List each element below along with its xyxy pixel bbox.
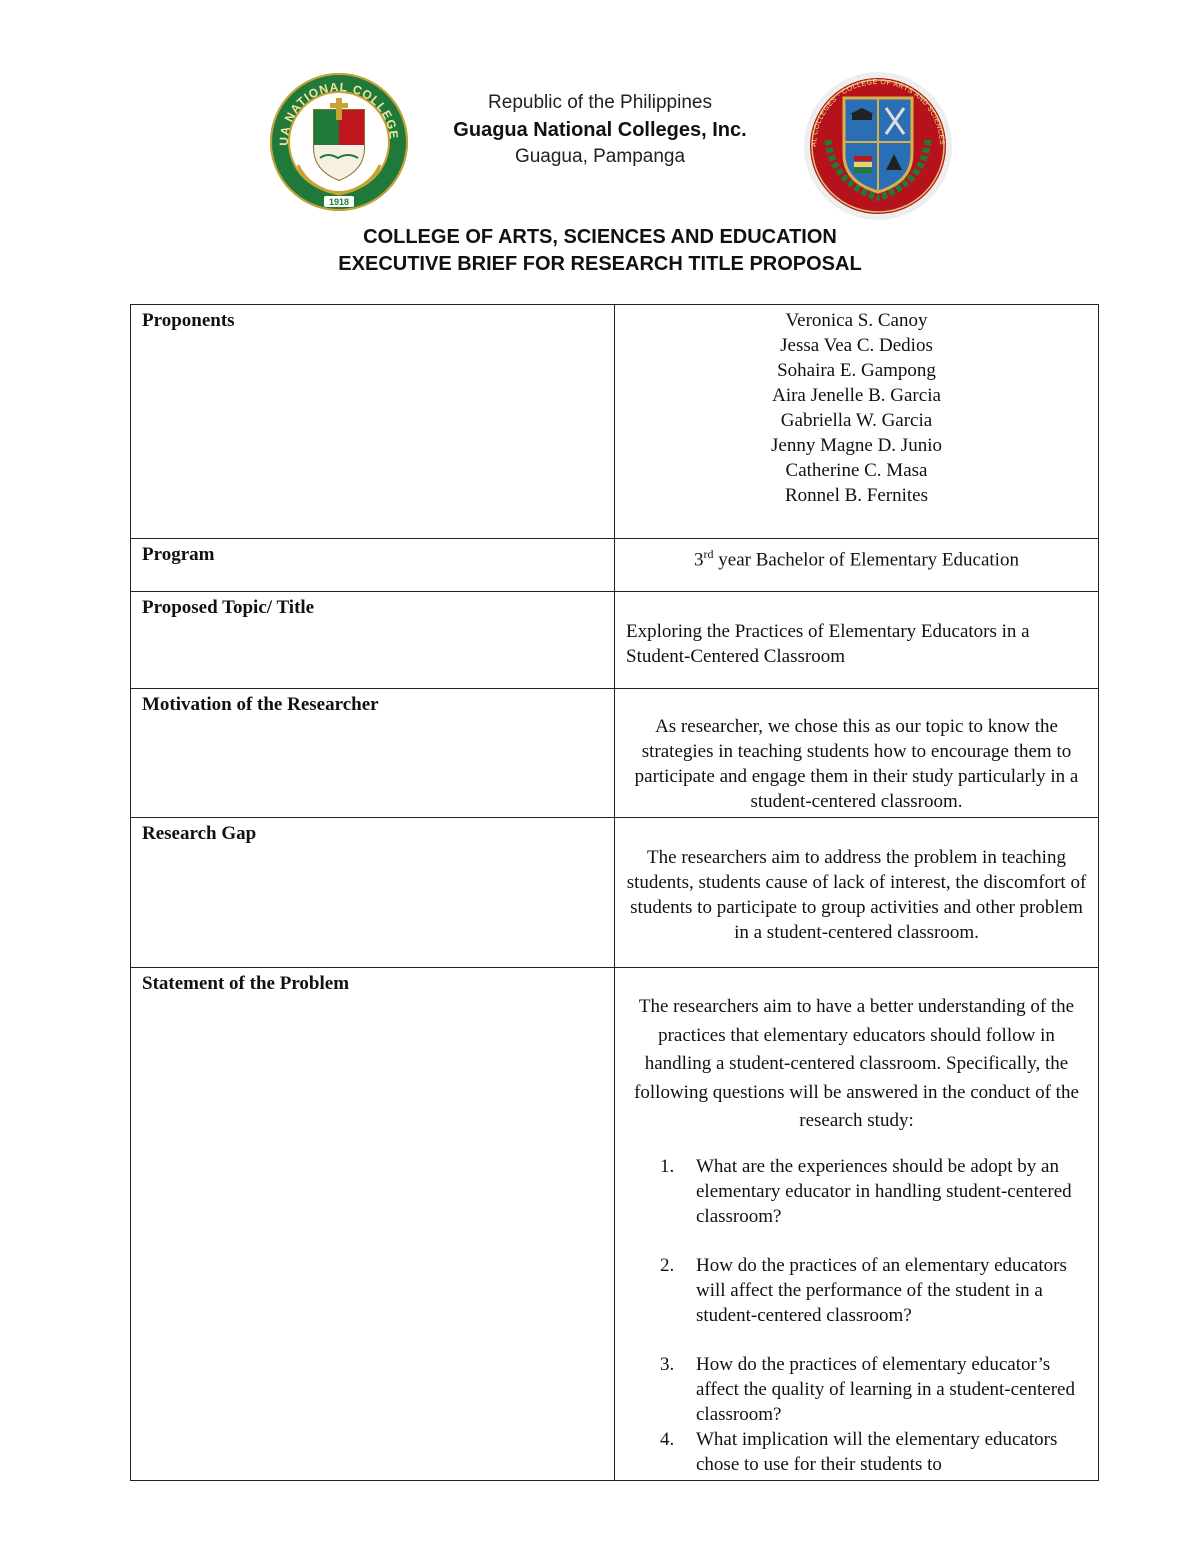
topic-value: Exploring the Practices of Elementary Educators in a Student-Centered Classroom bbox=[626, 621, 1030, 667]
question-number: 4. bbox=[660, 1428, 675, 1450]
motivation-value: As researcher, we chose this as our topic to know the strategies in teaching students how to encourage them to participate and engage them in their study particularly in a student-centered classroom. bbox=[634, 716, 1079, 812]
list-item bbox=[626, 1427, 1087, 1477]
problem-row bbox=[131, 968, 1099, 1481]
college-name: Guagua National Colleges, Inc. bbox=[453, 119, 747, 141]
proponent-name: Veronica S. Canoy bbox=[785, 310, 928, 331]
republic-line: Republic of the Philippines bbox=[488, 92, 712, 113]
guagua-national-colleges-seal bbox=[268, 70, 410, 215]
program-value bbox=[615, 539, 1099, 592]
proponent-name: Sohaira E. Gampong bbox=[777, 360, 936, 381]
topic-label: Proposed Topic/ Title bbox=[131, 592, 615, 689]
program-year-number: 3 bbox=[694, 549, 704, 571]
college-location: Guagua, Pampanga bbox=[514, 146, 686, 167]
program-label: Program bbox=[131, 539, 615, 592]
list-item bbox=[626, 1154, 1087, 1229]
question-text: What implication will the elementary educators chose to use for their students to bbox=[696, 1428, 1058, 1475]
problem-label: Statement of the Problem bbox=[131, 968, 615, 1481]
proponent-name: Jenny Magne D. Junio bbox=[771, 435, 942, 456]
proponents-list bbox=[615, 305, 1099, 539]
proponent-name: Ronnel B. Fernites bbox=[784, 485, 929, 506]
question-text: How do the practices of an elementary educators will affect the performance of the student in a student-centered classroom? bbox=[696, 1254, 1067, 1326]
proponents-row bbox=[131, 305, 1099, 539]
college-of-arts-sciences-education-seal bbox=[802, 70, 954, 222]
gap-cell bbox=[615, 818, 1099, 968]
brief-title: EXECUTIVE BRIEF FOR RESEARCH TITLE PROPOSAL bbox=[338, 253, 862, 275]
right-seal-text: AL COLLEGES · COLLEGE OF ARTS AND SCIENCES bbox=[810, 78, 946, 147]
program-row bbox=[131, 539, 1099, 592]
problem-intro: The researchers aim to have a better understanding of the practices that elementary educators should follow in handling a student-centered classroom. Specifically, the following questions will be answered in the conduct of the research study: bbox=[634, 996, 1079, 1131]
question-number: 1. bbox=[660, 1155, 675, 1177]
motivation-label: Motivation of the Researcher bbox=[131, 689, 615, 818]
list-item bbox=[626, 1253, 1087, 1328]
executive-brief-table bbox=[130, 304, 1099, 1481]
list-item bbox=[626, 1352, 1087, 1427]
topic-row bbox=[131, 592, 1099, 689]
research-questions-list bbox=[626, 1154, 1087, 1477]
gap-row bbox=[131, 818, 1099, 968]
question-text: How do the practices of elementary educator’s affect the quality of learning in a student-centered classroom? bbox=[696, 1353, 1075, 1425]
proponent-name: Jessa Vea C. Dedios bbox=[780, 335, 933, 356]
proponent-name: Gabriella W. Garcia bbox=[780, 410, 933, 431]
question-number: 2. bbox=[660, 1254, 675, 1276]
document-titles bbox=[200, 224, 1000, 278]
question-number: 3. bbox=[660, 1353, 675, 1375]
motivation-row bbox=[131, 689, 1099, 818]
proponent-name: Catherine C. Masa bbox=[785, 460, 928, 481]
question-text: What are the experiences should be adopt by an elementary educator in handling student-centered classroom? bbox=[696, 1155, 1072, 1227]
institution-header bbox=[400, 90, 800, 170]
program-year-ordinal: rd bbox=[703, 547, 714, 561]
motivation-cell bbox=[615, 689, 1099, 818]
left-seal-text: UA NATIONAL COLLEGE bbox=[276, 79, 402, 146]
college-title: COLLEGE OF ARTS, SCIENCES AND EDUCATION bbox=[363, 226, 837, 248]
left-seal-year: 1918 bbox=[328, 197, 350, 207]
proponents-label: Proponents bbox=[131, 305, 615, 539]
gap-value: The researchers aim to address the problem in teaching students, students cause of lack of interest, the discomfort of students to participate to group activities and other problem in a student-centered classroom. bbox=[626, 847, 1087, 943]
topic-cell bbox=[615, 592, 1099, 689]
gap-label: Research Gap bbox=[131, 818, 615, 968]
proponent-name: Aira Jenelle B. Garcia bbox=[772, 385, 941, 406]
problem-cell bbox=[615, 968, 1099, 1481]
program-name: year Bachelor of Elementary Education bbox=[713, 549, 1019, 571]
